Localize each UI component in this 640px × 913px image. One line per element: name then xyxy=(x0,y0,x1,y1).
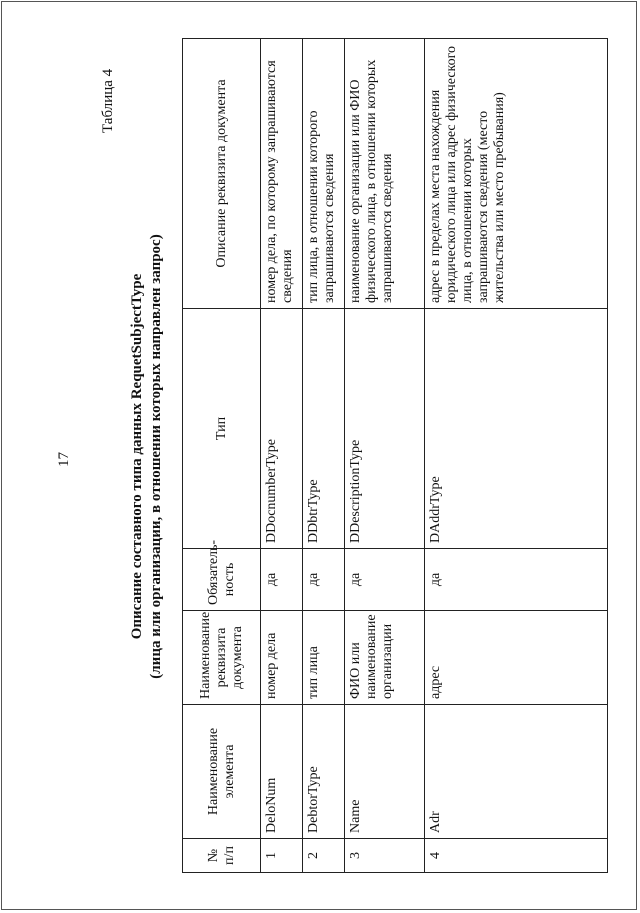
table-header-row xyxy=(183,39,261,873)
requisites-table xyxy=(182,38,608,873)
cell-num: 1 xyxy=(261,839,303,873)
table-label: Таблица 4 xyxy=(100,68,116,133)
header-num: № п/п xyxy=(183,839,261,873)
cell-description: номер дела, по которому запрашиваются сведения xyxy=(261,39,303,309)
cell-element: DeloNum xyxy=(261,705,303,839)
cell-requisite: номер дела xyxy=(261,611,303,705)
cell-type: DDbtrType xyxy=(303,309,345,549)
header-requisite: Наименование реквизита документа xyxy=(183,611,261,705)
table-row xyxy=(303,39,345,873)
cell-required: да xyxy=(345,549,425,611)
cell-num: 3 xyxy=(345,839,425,873)
cell-element: Adr xyxy=(425,705,608,839)
table-subtitle: (лица или организации, в отношении которых направлен запрос) xyxy=(148,234,164,679)
page-number: 17 xyxy=(56,452,72,467)
cell-type: DDescriptionType xyxy=(345,309,425,549)
cell-num: 4 xyxy=(425,839,608,873)
header-required: Обязатель-ность xyxy=(183,549,261,611)
header-type: Тип xyxy=(183,309,261,549)
cell-description: тип лица, в отношении которого запрашиваются сведения xyxy=(303,39,345,309)
cell-element: DebtorType xyxy=(303,705,345,839)
table-row xyxy=(345,39,425,873)
cell-num: 2 xyxy=(303,839,345,873)
cell-requisite: тип лица xyxy=(303,611,345,705)
table-row xyxy=(261,39,303,873)
cell-description: наименование организации или ФИО физического лица, в отношении которых запрашиваются сведения xyxy=(345,39,425,309)
cell-required: да xyxy=(303,549,345,611)
cell-type: DDocnumberType xyxy=(261,309,303,549)
header-description: Описание реквизита документа xyxy=(183,39,261,309)
cell-requisite: ФИО или наименование организации xyxy=(345,611,425,705)
header-element: Наименование элемента xyxy=(183,705,261,839)
cell-element: Name xyxy=(345,705,425,839)
cell-requisite: адрес xyxy=(425,611,608,705)
cell-required: да xyxy=(261,549,303,611)
cell-description: адрес в пределах места нахождения юридического лица или адрес физического лица, в отношении которых запрашиваются сведения (место жительства или место пребывания) xyxy=(425,39,608,309)
cell-type: DAddrType xyxy=(425,309,608,549)
table-row xyxy=(425,39,608,873)
cell-required: да xyxy=(425,549,608,611)
table-title: Описание составного типа данных RequetSubjectType xyxy=(129,273,145,640)
